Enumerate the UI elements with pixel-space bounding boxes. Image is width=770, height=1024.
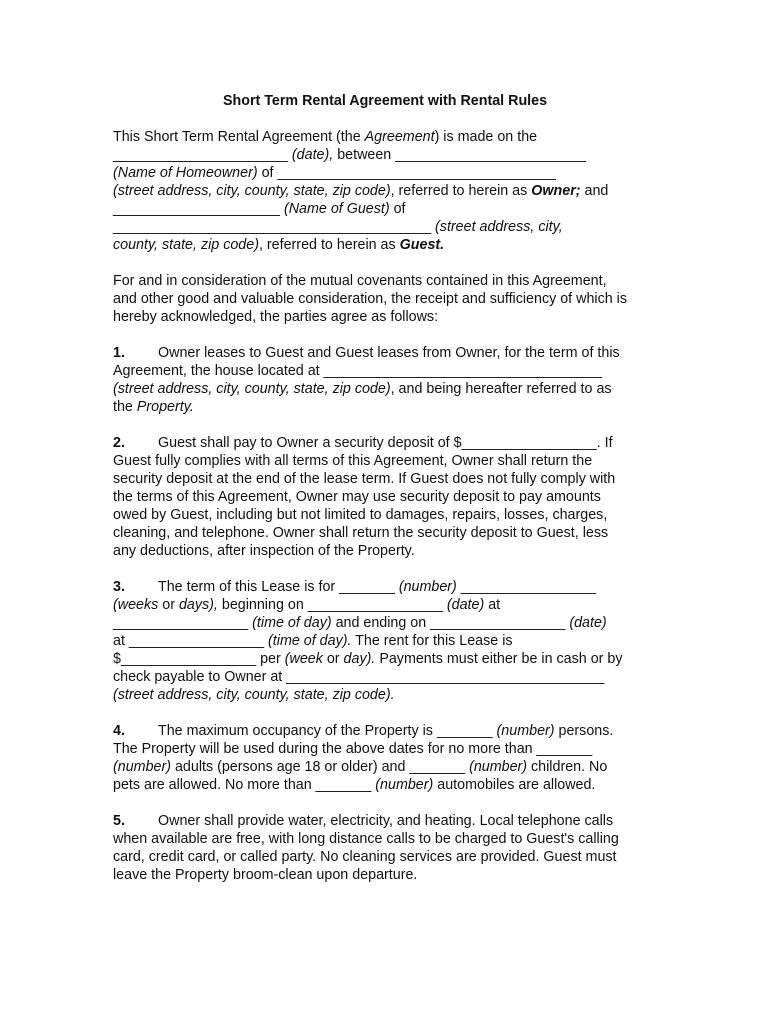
date-blank[interactable]: ______________________: [113, 147, 292, 163]
agreement-term: Agreement: [364, 129, 435, 145]
time-label: (time of day).: [268, 633, 352, 649]
start-time-blank[interactable]: _________________: [113, 615, 253, 631]
children-blank[interactable]: adults (persons age 18 or older) and _______: [171, 759, 470, 775]
section-line: [113, 686, 661, 704]
date-label: (date): [446, 597, 485, 613]
guest-address-blank[interactable]: ________________________________________: [113, 219, 436, 235]
address-label: (street address, city, county, state, zip code).: [113, 687, 395, 703]
date-label: (date): [569, 615, 607, 631]
payment-address-blank[interactable]: check payable to Owner at ________________________________________: [113, 669, 605, 685]
text-line: cleaning, and telephone. Owner shall return the security deposit to Guest, less: [113, 525, 609, 541]
section-4: [113, 722, 661, 794]
guest-term: Guest.: [399, 237, 445, 253]
text-line: For and in consideration of the mutual covenants contained in this Agreement,: [113, 273, 607, 289]
guest-name-blank[interactable]: _____________________: [113, 201, 284, 217]
text: Owner leases to Guest and Guest leases from Owner, for the term of this: [158, 345, 620, 361]
property-address-blank[interactable]: Agreement, the house located at ___________________________________: [113, 363, 602, 379]
text-line: hereby acknowledged, the parties agree as follows:: [113, 309, 439, 325]
occupancy-blank[interactable]: The maximum occupancy of the Property is _______: [158, 723, 497, 739]
text: Payments must either be in cash or by: [375, 651, 623, 667]
section-line: [113, 650, 661, 668]
property-term: Property.: [136, 399, 194, 415]
text-line: leave the Property broom-clean upon departure.: [113, 867, 418, 883]
homeowner-blank[interactable]: between ________________________: [333, 147, 587, 163]
text: This Short Term Rental Agreement (the: [113, 129, 365, 145]
owner-address-blank[interactable]: of ___________________________________: [257, 165, 556, 181]
section-line: [113, 632, 661, 650]
intro-paragraph: [113, 128, 661, 254]
address-label: (street address, city, county, state, zip code): [113, 183, 391, 199]
section-number: 2.: [113, 435, 125, 451]
section-line: [113, 344, 661, 362]
section-3: [113, 578, 661, 704]
automobiles-blank[interactable]: pets are allowed. No more than _______: [113, 777, 376, 793]
number-label: (number): [113, 759, 171, 775]
section-line: [113, 578, 661, 596]
section-line: [113, 722, 661, 740]
text-line: Guest fully complies with all terms of this Agreement, Owner shall return the: [113, 453, 593, 469]
intro-line: [113, 128, 661, 146]
intro-line: [113, 182, 661, 200]
deposit-blank[interactable]: Guest shall pay to Owner a security deposit of $_________________. If: [158, 435, 613, 451]
date-label: (date),: [291, 147, 334, 163]
end-date-blank[interactable]: and ending on _________________: [331, 615, 570, 631]
term-unit-blank[interactable]: _________________: [456, 579, 596, 595]
unit-label: (week: [284, 651, 323, 667]
section-number: 5.: [113, 813, 125, 829]
document-title: Short Term Rental Agreement with Rental Rules: [222, 93, 548, 109]
section-line: [113, 776, 661, 794]
text: , referred to herein as: [390, 183, 532, 199]
text: and: [580, 183, 609, 199]
intro-line: [113, 200, 661, 218]
number-label: (number): [375, 777, 434, 793]
number-label: (number): [469, 759, 528, 775]
text-line: card, credit card, or called party. No cleaning services are provided. Guest must: [113, 849, 617, 865]
unit-label: (weeks: [113, 597, 159, 613]
section-2: [113, 434, 661, 560]
section-line: [113, 434, 661, 452]
intro-line: [113, 218, 661, 236]
guest-name-label: (Name of Guest): [283, 201, 390, 217]
section-line: [113, 596, 661, 614]
unit-label: day).: [343, 651, 376, 667]
document-body: [113, 128, 661, 884]
intro-line: [113, 236, 661, 254]
text: or: [322, 651, 344, 667]
adults-blank[interactable]: The Property will be used during the above dates for no more than _______: [113, 741, 593, 757]
text: The rent for this Lease is: [351, 633, 513, 649]
text: at: [484, 597, 501, 613]
address-label: (street address, city,: [435, 219, 563, 235]
rent-blank[interactable]: $_________________ per: [113, 651, 285, 667]
section-number: 1.: [113, 345, 125, 361]
homeowner-label: (Name of Homeowner): [113, 165, 258, 181]
intro-line: [113, 164, 661, 182]
text: ) is made on the: [434, 129, 538, 145]
unit-label: days),: [178, 597, 218, 613]
text: , and being hereafter referred to as: [390, 381, 612, 397]
intro-line: [113, 146, 661, 164]
text-line: security deposit at the end of the lease term. If Guest does not fully comply with: [113, 471, 616, 487]
text-line: when available are free, with long distance calls to be charged to Guest's calling: [113, 831, 619, 847]
text: , referred to herein as: [258, 237, 400, 253]
section-line: [113, 614, 661, 632]
section-number: 3.: [113, 579, 125, 595]
section-1: [113, 344, 661, 416]
term-number-blank[interactable]: The term of this Lease is for _______: [158, 579, 399, 595]
text: the: [113, 399, 137, 415]
text: automobiles are allowed.: [433, 777, 596, 793]
text-line: owed by Guest, including but not limited to damages, repairs, losses, charges,: [113, 507, 608, 523]
time-label: (time of day): [252, 615, 332, 631]
text: children. No: [527, 759, 608, 775]
text-line: and other good and valuable consideration, the receipt and sufficiency of which is: [113, 291, 627, 307]
end-time-blank[interactable]: at _________________: [113, 633, 269, 649]
address-label: county, state, zip code): [113, 237, 259, 253]
section-line: [113, 380, 661, 398]
section-line: [113, 398, 661, 416]
section-number: 4.: [113, 723, 125, 739]
text-line: the terms of this Agreement, Owner may use security deposit to pay amounts: [113, 489, 601, 505]
owner-term: Owner;: [531, 183, 581, 199]
section-line: [113, 812, 661, 830]
text: of: [389, 201, 406, 217]
text: persons.: [554, 723, 614, 739]
section-5: [113, 812, 661, 884]
address-label: (street address, city, county, state, zip code): [113, 381, 391, 397]
number-label: (number): [496, 723, 555, 739]
text: Owner shall provide water, electricity, and heating. Local telephone calls: [158, 813, 614, 829]
text: or: [158, 597, 179, 613]
consideration-paragraph: [113, 272, 661, 326]
text-line: any deductions, after inspection of the Property.: [113, 543, 415, 559]
section-line: [113, 758, 661, 776]
start-date-blank[interactable]: beginning on _________________: [217, 597, 447, 613]
number-label: (number): [398, 579, 457, 595]
